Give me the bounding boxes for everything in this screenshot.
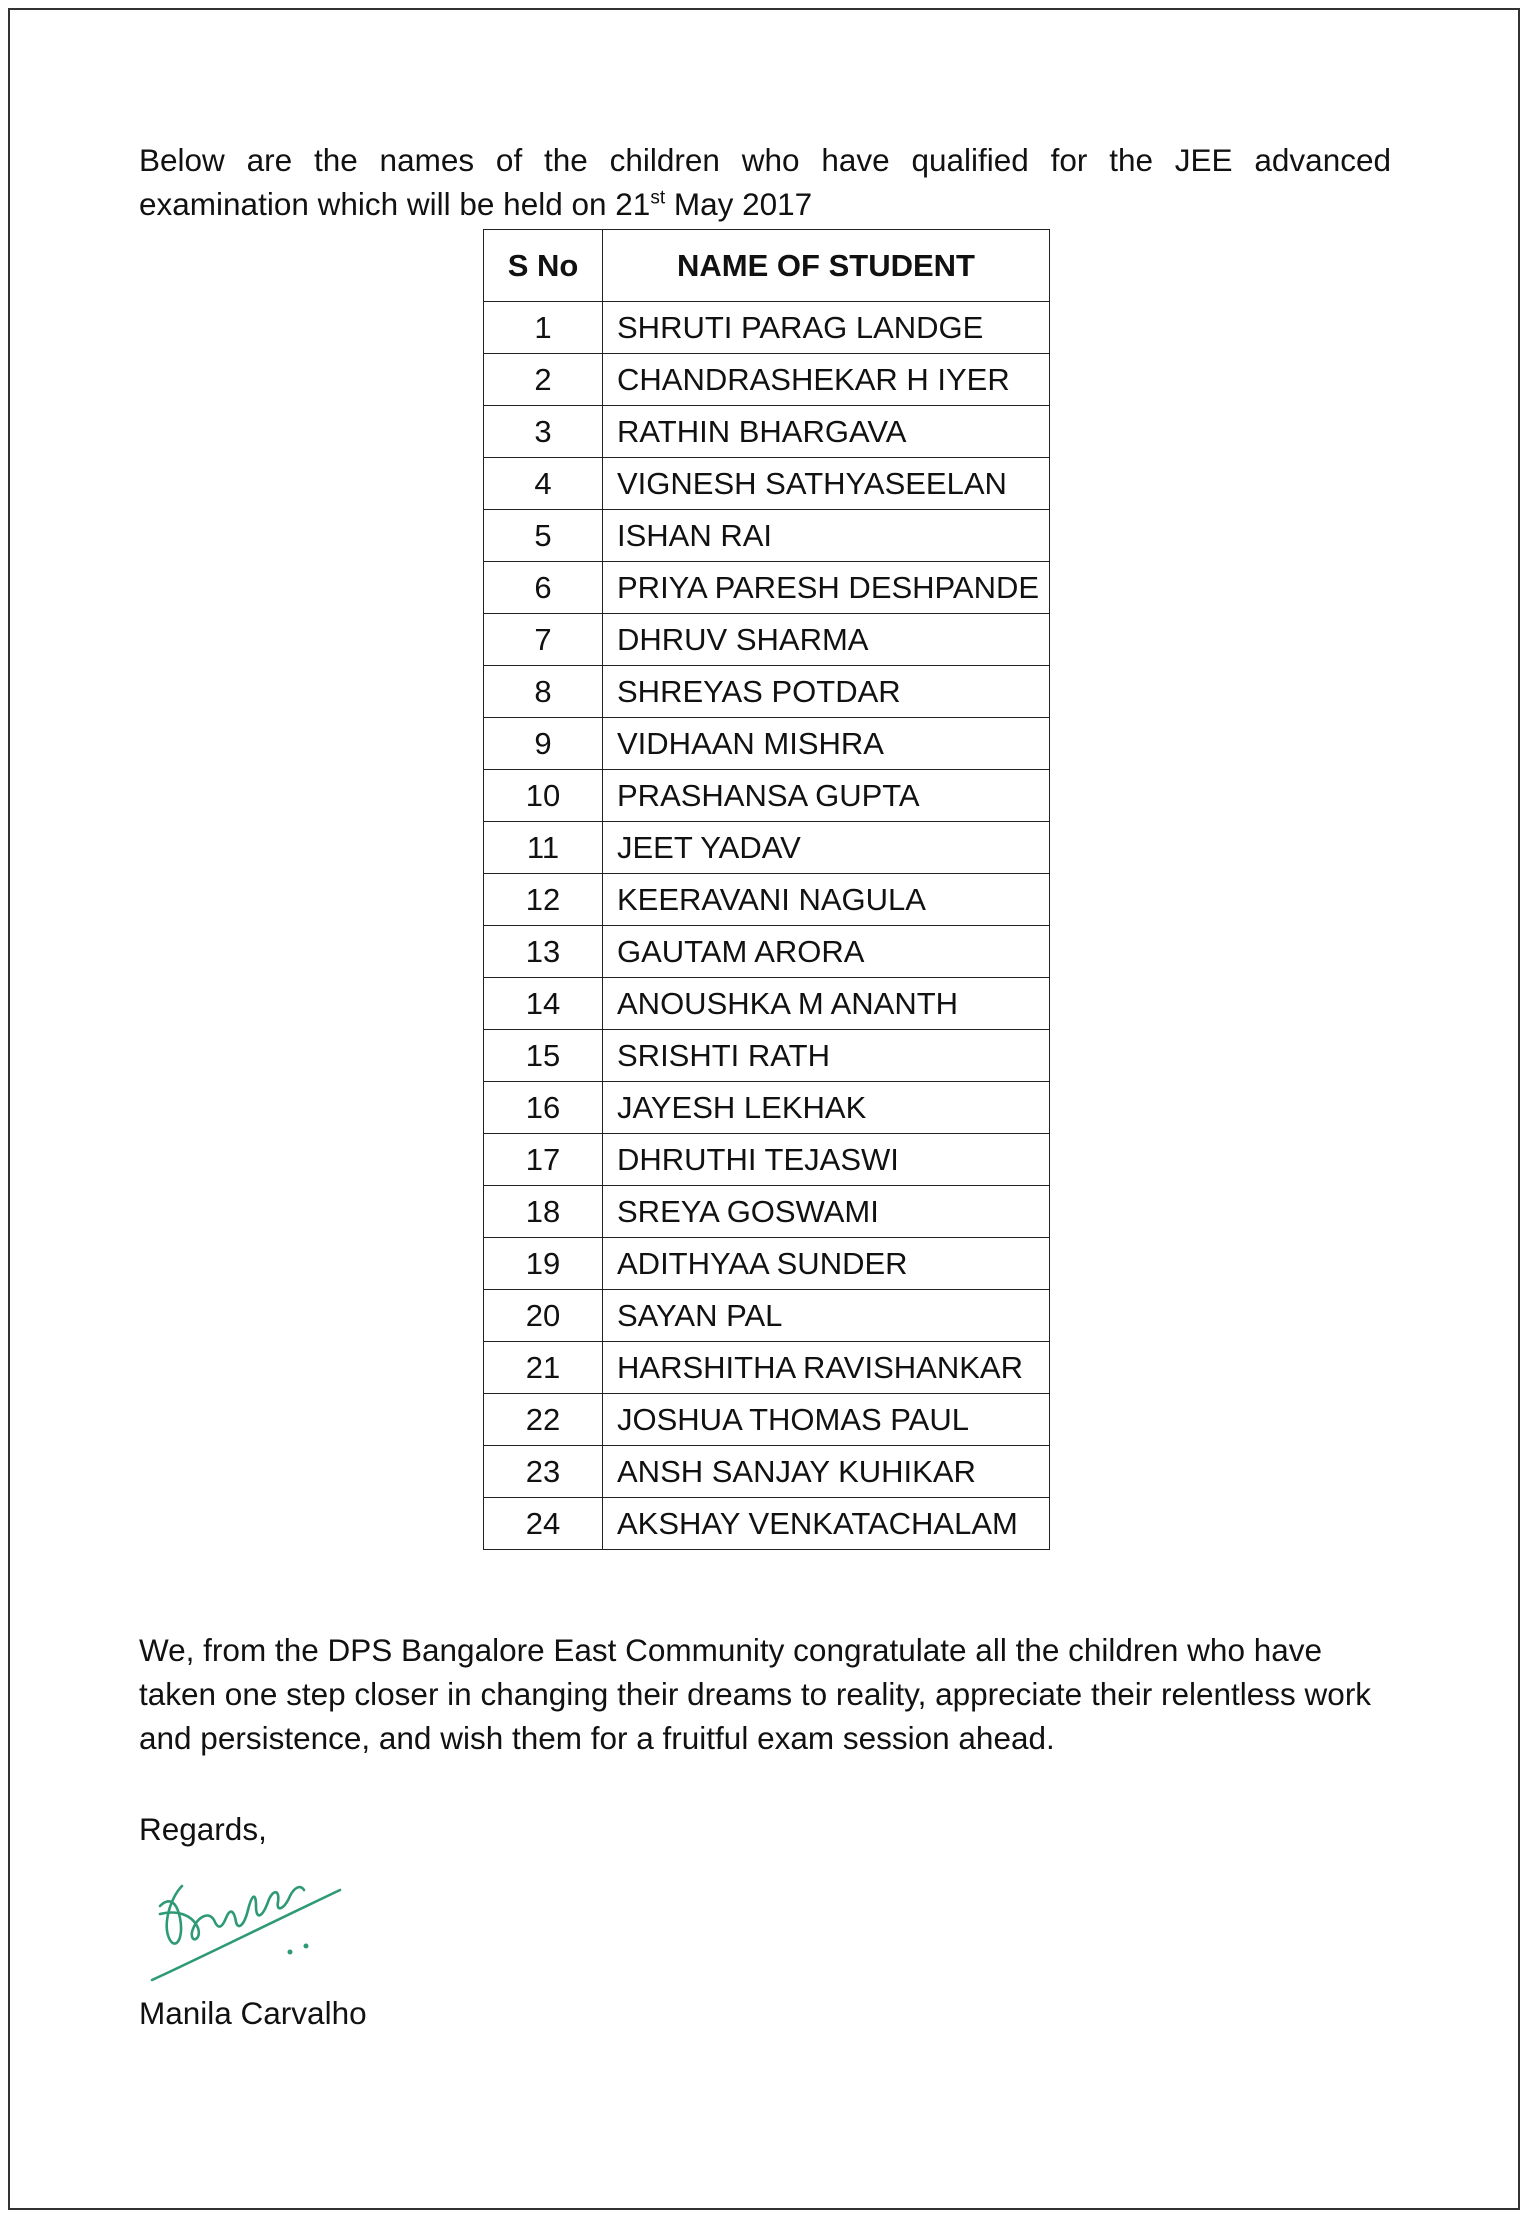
table-row	[484, 1134, 1050, 1186]
table-row	[484, 354, 1050, 406]
table-row	[484, 614, 1050, 666]
intro-text: Below are the names of the children who have qualified for the JEE advanced examination which will be held on 21	[139, 142, 1391, 222]
closing-paragraph: We, from the DPS Bangalore East Community congratulate all the children who have taken one step closer in changing their dreams to reality, appreciate their relentless work and persistence, and wish them for a fruitful exam session ahead.	[139, 1632, 1372, 1756]
header-student-name: NAME OF STUDENT	[603, 230, 1050, 302]
table-header-row	[484, 230, 1050, 302]
student-name-cell: JEET YADAV	[603, 822, 1050, 874]
serial-number-cell: 22	[484, 1394, 603, 1446]
table-row	[484, 770, 1050, 822]
student-name-cell: JAYESH LEKHAK	[603, 1082, 1050, 1134]
table-body	[484, 302, 1050, 1550]
intro-paragraph	[139, 138, 1391, 226]
table-row	[484, 1186, 1050, 1238]
serial-number-cell: 23	[484, 1446, 603, 1498]
student-name-cell: JOSHUA THOMAS PAUL	[603, 1394, 1050, 1446]
serial-number-cell: 8	[484, 666, 603, 718]
student-name-cell: CHANDRASHEKAR H IYER	[603, 354, 1050, 406]
student-name-cell: ISHAN RAI	[603, 510, 1050, 562]
student-name-cell: DHRUTHI TEJASWI	[603, 1134, 1050, 1186]
student-name-cell: ADITHYAA SUNDER	[603, 1238, 1050, 1290]
serial-number-cell: 20	[484, 1290, 603, 1342]
serial-number-cell: 16	[484, 1082, 603, 1134]
table-row	[484, 510, 1050, 562]
serial-number-cell: 24	[484, 1498, 603, 1550]
serial-number-cell: 9	[484, 718, 603, 770]
table-row	[484, 874, 1050, 926]
serial-number-cell: 17	[484, 1134, 603, 1186]
table-row	[484, 978, 1050, 1030]
table-row	[484, 718, 1050, 770]
signer-name: Manila Carvalho	[139, 1995, 367, 2031]
serial-number-cell: 3	[484, 406, 603, 458]
serial-number-cell: 12	[484, 874, 603, 926]
serial-number-cell: 1	[484, 302, 603, 354]
serial-number-cell: 15	[484, 1030, 603, 1082]
table-row	[484, 1238, 1050, 1290]
table-row	[484, 926, 1050, 978]
table-row	[484, 666, 1050, 718]
serial-number-cell: 6	[484, 562, 603, 614]
regards-text: Regards,	[139, 1811, 267, 1847]
table-row	[484, 1030, 1050, 1082]
students-table	[483, 229, 1050, 1550]
student-name-cell: SAYAN PAL	[603, 1290, 1050, 1342]
table-row	[484, 458, 1050, 510]
student-name-cell: AKSHAY VENKATACHALAM	[603, 1498, 1050, 1550]
table-row	[484, 302, 1050, 354]
header-serial-number: S No	[484, 230, 603, 302]
student-name-cell: HARSHITHA RAVISHANKAR	[603, 1342, 1050, 1394]
serial-number-cell: 4	[484, 458, 603, 510]
serial-number-cell: 7	[484, 614, 603, 666]
student-name-cell: PRASHANSA GUPTA	[603, 770, 1050, 822]
serial-number-cell: 14	[484, 978, 603, 1030]
student-name-cell: KEERAVANI NAGULA	[603, 874, 1050, 926]
serial-number-cell: 10	[484, 770, 603, 822]
handwritten-signature-icon	[140, 1848, 355, 1988]
serial-number-cell: 13	[484, 926, 603, 978]
student-name-cell: ANSH SANJAY KUHIKAR	[603, 1446, 1050, 1498]
student-name-cell: VIDHAAN MISHRA	[603, 718, 1050, 770]
table-row	[484, 1082, 1050, 1134]
serial-number-cell: 18	[484, 1186, 603, 1238]
table-row	[484, 1290, 1050, 1342]
student-name-cell: SREYA GOSWAMI	[603, 1186, 1050, 1238]
serial-number-cell: 11	[484, 822, 603, 874]
table-row	[484, 1446, 1050, 1498]
table-row	[484, 822, 1050, 874]
student-name-cell: GAUTAM ARORA	[603, 926, 1050, 978]
date-ordinal-suffix: st	[650, 187, 666, 209]
table-row	[484, 562, 1050, 614]
intro-date-text: May 2017	[665, 186, 813, 222]
table-row	[484, 1498, 1050, 1550]
table-row	[484, 1394, 1050, 1446]
serial-number-cell: 5	[484, 510, 603, 562]
serial-number-cell: 21	[484, 1342, 603, 1394]
student-name-cell: VIGNESH SATHYASEELAN	[603, 458, 1050, 510]
table-row	[484, 1342, 1050, 1394]
student-name-cell: SRISHTI RATH	[603, 1030, 1050, 1082]
serial-number-cell: 19	[484, 1238, 603, 1290]
student-name-cell: DHRUV SHARMA	[603, 614, 1050, 666]
student-name-cell: RATHIN BHARGAVA	[603, 406, 1050, 458]
student-name-cell: SHRUTI PARAG LANDGE	[603, 302, 1050, 354]
table-row	[484, 406, 1050, 458]
student-name-cell: SHREYAS POTDAR	[603, 666, 1050, 718]
serial-number-cell: 2	[484, 354, 603, 406]
student-name-cell: ANOUSHKA M ANANTH	[603, 978, 1050, 1030]
student-name-cell: PRIYA PARESH DESHPANDE	[603, 562, 1050, 614]
